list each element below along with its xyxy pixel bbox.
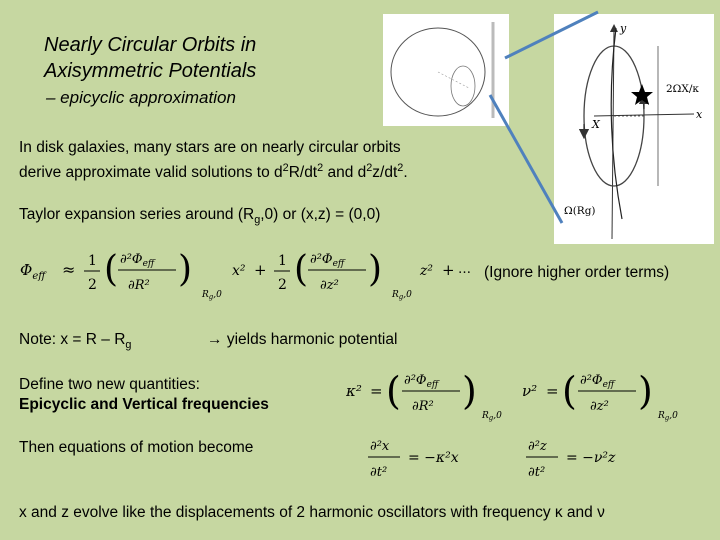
eq-x2: x² [232,263,246,279]
intro-line-2 [19,158,539,183]
eq-partial-2-num: $\partial^2\Phi_{eff}$ [310,252,345,269]
title-line-2: Axisymmetric Potentials [44,60,257,82]
intro-line-1: In disk galaxies, many stars are on nearly circular orbits [19,139,401,156]
intro-text-e: . [403,164,408,182]
taylor-line [19,205,380,230]
nu-paren-close: ) [638,369,653,413]
epicycle-diagram [554,14,714,244]
eq-half-2-num: 1 [278,253,287,269]
eq-paren-2-close: ) [368,249,383,290]
slide-title [44,32,256,84]
eq-plus-1: + [254,261,267,279]
eqx-num: ∂²x [370,439,390,454]
kappa-eq: = [370,382,383,400]
eq-paren-1-close: ) [178,249,193,290]
intro-text-a: derive approximate valid solutions to d [19,164,283,182]
eq-half-1-num: 1 [88,253,97,269]
kappa-sq: κ² [346,382,362,400]
eq-phi: $\Phi_{eff}$ [20,261,46,282]
eq-paren-1-open: ( [104,249,119,290]
note-text: Note: x = R – R [19,331,126,348]
define-line-1: Define two new quantities: [19,376,200,393]
eq-approx: ≈ [62,260,76,279]
eqz-den: ∂t² [528,465,546,480]
kappa-paren-open: ( [386,369,401,413]
eq-eval-2: $R_g,0$ [392,290,412,301]
frequency-definitions [346,358,696,424]
yields-line [207,330,397,350]
phi-eff-equation [20,237,476,301]
nu-eq: = [546,382,559,400]
sup-3: 2 [366,162,373,174]
eq-half-2-den: 2 [278,277,287,293]
kappa-paren-close: ) [462,369,477,413]
kappa-num: $\partial^2\Phi_{eff}$ [404,373,439,390]
epicycle [451,66,475,106]
eq-partial-2-den: ∂z² [320,278,339,293]
intro-text-d: z/dt [372,164,398,182]
nu-num: $\partial^2\Phi_{eff}$ [580,373,615,390]
nu-paren-open: ( [562,369,577,413]
eq-partial-1-num: $\partial^2\Phi_{eff}$ [120,252,155,269]
x-label: x [696,108,703,121]
title-line-1: Nearly Circular Orbits in [44,34,257,56]
phi-eff-equation-svg [20,237,476,301]
nu-eval: $R_g,0$ [658,411,678,422]
equations-text: Then equations of motion become [19,439,254,456]
X-label: X [592,118,600,131]
intro-text-c: and d [323,164,367,182]
eq-ellipsis: … [458,262,471,277]
frequency-definitions-svg [346,358,696,424]
sup-1: 2 [282,162,289,174]
orbit-figure-small [383,14,509,126]
note-sub: g [125,339,132,352]
kappa-den: ∂R² [412,399,434,414]
right-arrow-icon: → [207,331,223,348]
ignore-note: (Ignore higher order terms) [484,264,670,281]
eq-z2: z² [420,263,433,279]
eq-paren-2-open: ( [294,249,309,290]
eqx-rhs: = −κ²x [408,450,459,466]
y-label: y [620,22,627,35]
taylor-sub: g [254,214,261,227]
conclusion: x and z evolve like the displacements of 2 harmonic oscillators with frequency κ and ν [19,504,605,521]
eq-eval-1: $R_g,0$ [202,290,222,301]
motion-equations-svg [368,430,658,486]
nu-sq: ν² [522,382,538,400]
sup-2: 2 [317,162,324,174]
eq-plus-2: + [442,261,455,279]
define-block [19,375,269,415]
eqz-num: ∂²z [528,439,547,454]
intro-paragraph [19,138,539,183]
eqz-rhs: = −ν²z [566,450,616,466]
amplitude-label: 2ΩX/κ [666,83,699,95]
taylor-text-b: ,0) or (x,z) = (0,0) [260,206,381,223]
taylor-text-a: Taylor expansion series around (R [19,206,255,223]
define-line-2: Epicyclic and Vertical frequencies [19,396,269,413]
orbit-figure-small-svg [383,14,509,126]
slide-subtitle: – epicyclic approximation [46,88,236,107]
sup-4: 2 [397,162,404,174]
nu-den: ∂z² [590,399,609,414]
kappa-eval: $R_g,0$ [482,411,502,422]
motion-equations [368,430,658,486]
note-line [19,330,131,355]
star-marker [631,84,653,105]
eqx-den: ∂t² [370,465,388,480]
eq-half-1-den: 2 [88,277,97,293]
eq-partial-1-den: ∂R² [128,278,150,293]
yields-text: yields harmonic potential [226,331,398,348]
omega-label: Ω(Rg) [564,205,596,217]
intro-text-b: R/dt [288,164,318,182]
epicycle-diagram-svg [554,14,714,244]
